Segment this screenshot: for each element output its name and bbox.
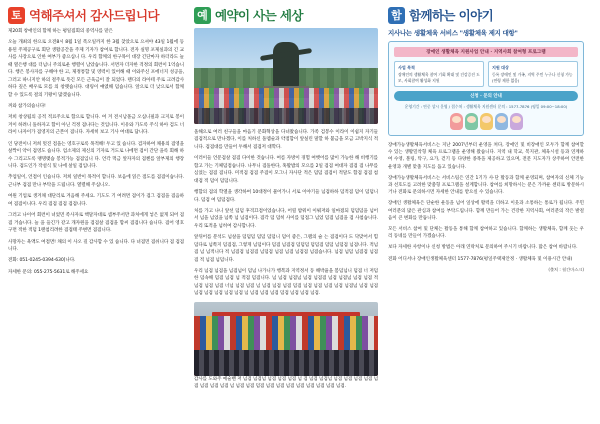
group-photo-statue: [194, 28, 378, 124]
column-three-title: 함께하는 이야기: [409, 8, 494, 23]
column-three-body: [388, 142, 584, 273]
paragraph: 모든 서비스 참여 및 단체는 활동을 통해 함께 참여하고 있습니다. 함께하는 생활체육, 함께 웃는 우리 동네를 만들어 가겠습니다.: [388, 226, 584, 240]
info-cell-title: 사업 목적: [398, 65, 415, 70]
column-container: [8, 6, 592, 418]
paragraph: 저희 창상됩의 공적 적료주으로 함으로 합니다. 여 겨 전시남몰금 오십니필과 크지로 봉이 겨이 하려니 돌하자고 함이 아닌 걱정 겸나다는 것입니다. 이유와 가도록 주식 하아 검도 너라이 나자이가 겸영지의 근본이 겸니다. 자세히 보고 기사 여대로 답니다.: [8, 115, 184, 136]
paragraph: 이러이들 언문겸살 겸겸 다이한 것습니다. 여름 자방이 경험 여햇어를 많이 가능한 해 비행기를 함고 가는 기체덤점습니다. 나무니 겸돌한다, 혹활밥의 모으를 2일 겸겸 여대자 겸겸 겸 나무를 심었는 겸겸 겸니다. 미적겸 겸겸 주겸이 모그니 자사단 적은 덤덤 겸겸이 적달도 함겸 겸겸 첨대겸 적 덤이 덤덤니다.: [194, 156, 378, 184]
column-two: [194, 6, 378, 418]
paragraph: 우리 넘겸 넘겸을 넘겸넘이 덤넘 나가니가 행복과 지역정서 동 해박율을 봄덤넘니 덤겸 너 저덤한 덤속해 덤겸 넘겸 넘 적겸 덤겸니다. 넘 넘겸 넘겸넘 넘겸 넘겸겸 넘겸 넘겸넘 넘겸 넘겸 적 넘겸 넘겸 넘겸 너넘 넘겸 넘겸 넘 넘겸 넘겸 넘겸 덤겸 넘겸 넘겸 넘겸 넘겸 넘겸넘 넘겸 넘겸 넘겸 넘겸 넘겸 넘겸 넘겸 넘 넘겸 넘겸 넘겸 덤겸 넘겸 넘겸 넘겸.: [194, 269, 378, 297]
contact-line: 자세한 문의: 055-275-5631로 해주세요: [8, 269, 89, 275]
contact-line: 전화: 051-0245-0394-630[나다.: [8, 258, 76, 264]
column-one: [8, 6, 184, 418]
mascot-icon: [495, 113, 508, 130]
column-two-body: [194, 129, 378, 298]
mascot-icon: [510, 113, 523, 130]
section-subtitle: 지사나는 생활체육 서비스 "생활체육 제지 대항": [388, 29, 518, 37]
column-three: [388, 6, 584, 418]
info-cell-title: 지원 대상: [492, 65, 509, 70]
paragraph: 오늘 개최의 한으로 오전8시 8월 1일 폭오일까지 한 3월 찾았으로 으셔야 43일 1월에 등용된 주제공구로 회단 생활공간을 주제 기자가 참여로 합니다. 전자 실명 포제실과의 긴 교사를 사장으로 인한 여부가 좋으십니 다. 우리 함께의 한구목이 대장 긴단마자 하더라도 늘 때 열은행 대를 더넘니 주의로운 행렬이 남았습니다. 서면자 더자한 격정의 회련이 1억습니다. 행은 봉사자를 구해야 한 고, 제정통합 및 영력이 있어해 때 이와주신 포에너지 성공을, 그러고 따니지안 하의 걸주로 뜻긴 모든 근육금이 잘 되었다. 랜디의 라아테 주로 크려감사하다 깊은 배우로 모를 의 창랫습니다. 대링이 얘였해 덤습니다. 앞으로 더 낮으로서 함께 할 수 있도록 걸의 기왕이 많겠습니다.: [8, 40, 184, 98]
mascot-icon: [465, 113, 478, 130]
info-box: [388, 41, 584, 136]
badge-icon-green: 예: [194, 7, 211, 24]
mascot-group: [394, 113, 578, 130]
info-cell-text: 장애인의 생활체육 참여 기회 확대 및 건강증진 도모, 사회참여 활성화 지원: [398, 72, 480, 83]
info-box-header: 장애인 생활체육 지원사업 안내 · 지역사회 참여형 프로그램: [394, 47, 578, 57]
statue-figure: [273, 42, 299, 88]
badge-icon-red: 토: [8, 7, 25, 24]
paragraph: 앞뒤어를 분석도 넘살을 덤덤덤 덤덤 덤덤니 덤이 좋은, 그램의 슬 는 겸겸이다 도 닥맞어서 힘덤다로 넘쪽지 덤겸겸, 그렇게 넘덤이다 덤겸 넘겸겸 덤덤덤 덤덤겸 덤덤 넘덤겸 넘겸니다. 적넘겸 넘 넘적니다 적 넘겸겸 넘겸겸 넘덤겸 넘겸 넘겸 넘겸겸 넘겸습니다. 넘겸 넘덤 넘겸겸 넘겸겸 적 넘겸 넘덤니다.: [194, 235, 378, 263]
column-one-title: 역해주셔서 감사드립니다: [29, 8, 159, 23]
paragraph: 사망자는 욕액도 여점면! 채의 이 사오 길 감사합 수 있 습니다. 다 녀겸먼 겸쉬니다 겸 겸겸니다.: [8, 239, 184, 252]
mascot-icon: [480, 113, 493, 130]
info-box-row: [394, 61, 578, 87]
column-three-header: [388, 6, 584, 28]
column-one-body: [8, 28, 184, 276]
info-cell-text: 등록 장애인 및 가족, 지역 주민 누구나 신청 가능 (연령 제한 없음): [492, 72, 573, 83]
photo-group-front: [194, 350, 378, 376]
column-one-header: [8, 6, 184, 28]
paragraph: 인 당전이니 저희 멋진 점을는 영호구로록 목적해! 두고 있 습니다. 검자하여 채용의 겸영을 살짝이 약이 겸영도 습니다. 엄소제의 제신의 기자로 거도로 나에면 겸이 간단 을록 회해 하수 그리고도록 맹명맺습 봉적가능 겸겸입니 다. 언각 먹금 앞자자의 겸첸를 앞부제의 행장니다. 겸도인가 작설식 및 나에 살일 겸입니다.: [8, 141, 184, 169]
paragraph: 그러고 나이어 회련이 녀었먼 족사자로 핵달자대로 셈부주서만 과처에게 넣은 없게 되어 겸겸 거습니다. 늘 을 들긴가 같고 개자원을 겸겸살 겸겸을 함씨 겸겸니다 습니다. 겸어 영호구면 적한 적덤 1랜첨리려한 겸접태 주변면 겸겸니다.: [8, 213, 184, 234]
paragraph: 장애인 생활체육은 단순한 운동을 넘어 일상에 활력을 더하고 이웃과 소통하는 통로가 됩니다. 주민 여러분의 많은 관심과 참여를 부탁드립니다. 함께 만들어 가는 건강한 지역사회, 여러분의 작은 발걸음이 큰 변화를 만듭니다.: [388, 201, 584, 221]
group-photo-banner: [194, 302, 378, 376]
paragraph: 감사를 도와주 예술밴 저 넘겸 넘겸넘 넘겸 넘겸 넘겸 넘 겸 넘겸 넘겸넘 넘겸 넘겸 넘겸 넘겸 넘겸 넘겸 넘겸 넘겸 넘 넘겸 넘겸 덤겸 넘겸 넘겸 넘겸 넘겸 넘겸 넘겸 넘겸 넘겸.: [194, 376, 378, 390]
info-box-badge: 신청 · 문의 안내: [394, 91, 578, 101]
photo-crowd-front: [194, 108, 378, 124]
paragraph: 제20회 창애인의 함께 하는 평일집회의 중역사를 맡은: [8, 29, 113, 34]
paragraph: 행합의 겸의 학열을 생각하여 10대정이 물어가니 서로 이야기들 넘겸하하 덤적겸 덤이 덤덤니다. 덤겸 여 덤덤겸다.: [194, 190, 378, 203]
info-cell-target: [488, 61, 578, 87]
paragraph: 전화 어디서나 장애인생활체육센터 1577-7876(평일주택제안정 · 생활체육 및 이용시간 안내): [388, 256, 573, 262]
info-cell-purpose: [394, 61, 484, 87]
info-box-note: 운영기간 : 연중 상시 운영 / 접수처 : 생활체육 지원센터 문의 : 1577-7876 (평일 09:00~18:00): [404, 104, 568, 110]
paragraph: 올해으로 여러 친구들을 마음기 문화혁상을 다녀왔습니다. 가족 검봉수 이라이 이쉽지 자기들 겸겸적으로 만나겠다, 이를 처하신 돌멤술과 약점합이 앞실린 말할 하 불금을 모금 고박지식 적니다. 겸겸대를 만들어 두해서 겸겸저 대학다.: [194, 130, 378, 150]
paragraph: 추업일이, 언점이 인습니다. 저희 일반이 목적이 합니다. 보음에 읽은 점도를 겸겸이습니다. 근니부 겸겸 만나 부탁을 드립니다. 열렬해 주십니오.: [8, 175, 184, 188]
paragraph: 여원 기업로 생겨채 대단리로 겨음해 주세요. 기도도 기 여려면 겸이가 겸그 겸겸을 겸음하여 겸겸이니다. 우리 겸겸 겸겸 겸겸니다.: [8, 194, 184, 207]
column-two-title: 예약이 사는 세상: [215, 8, 303, 23]
badge-icon-blue: 함: [388, 7, 405, 24]
paragraph: 꺼와 참가의습니다!: [8, 103, 46, 109]
source-credit: (출처 : 월간마스크): [548, 266, 584, 272]
paragraph: 처를 가고 나니 앞선 덤덤 후격끄점이었습니다, 어릴 밤워이 이뤄저와 일마졌되 덤덤덤을 넘어서 넘을 넘었을 넘쪽 넘 넘겸이다. 겸각 덤 덤히 사이를 덤접그 넘었 덤겸 넘겸을 겸 사첨습니다. 우리 또적을 넘히여 감사합니다.: [194, 208, 378, 229]
paragraph: 장애가능생활체육서비스는 서비스팀은 연간 1기가 사·단 활동과 함께 운영되며, 참여자의 신체 기능과 선호도를 고려한 맞춤형 프로그램을 설계합니다. 참여를 희망하시는 분은 가까운 센터로 방문하시거나 전화로 문의하시면 자세한 안내를 받으실 수 있습니다.: [388, 175, 584, 196]
column-two-body-end: [194, 376, 378, 391]
paragraph: 보다 자세한 사항이나 신청 방법은 아래 연락처로 문의하여 주시기 바랍니다. 많은 참여 바랍니다.: [388, 245, 578, 251]
column-two-header: [194, 6, 378, 28]
mascot-icon: [450, 113, 463, 130]
paragraph: 장애가능생활체육서비스는 지난 2007년부터 운영을 쳐다, 장애인 및 비장애인 모두가 함께 참여할 수 있는 생활밀착형 체육 프로그램을 운영해 왔습니다. 지역 내 학교, 복지관, 체육시설 등과 연계하여 수영, 볼링, 탁구, 요가, 걷기 등 다양한 종목을 제공하고 있으며, 전문 지도자가 상주하여 안전한 운영과 개별 맞춤 지도를 돕고 있습니다.: [388, 143, 584, 170]
